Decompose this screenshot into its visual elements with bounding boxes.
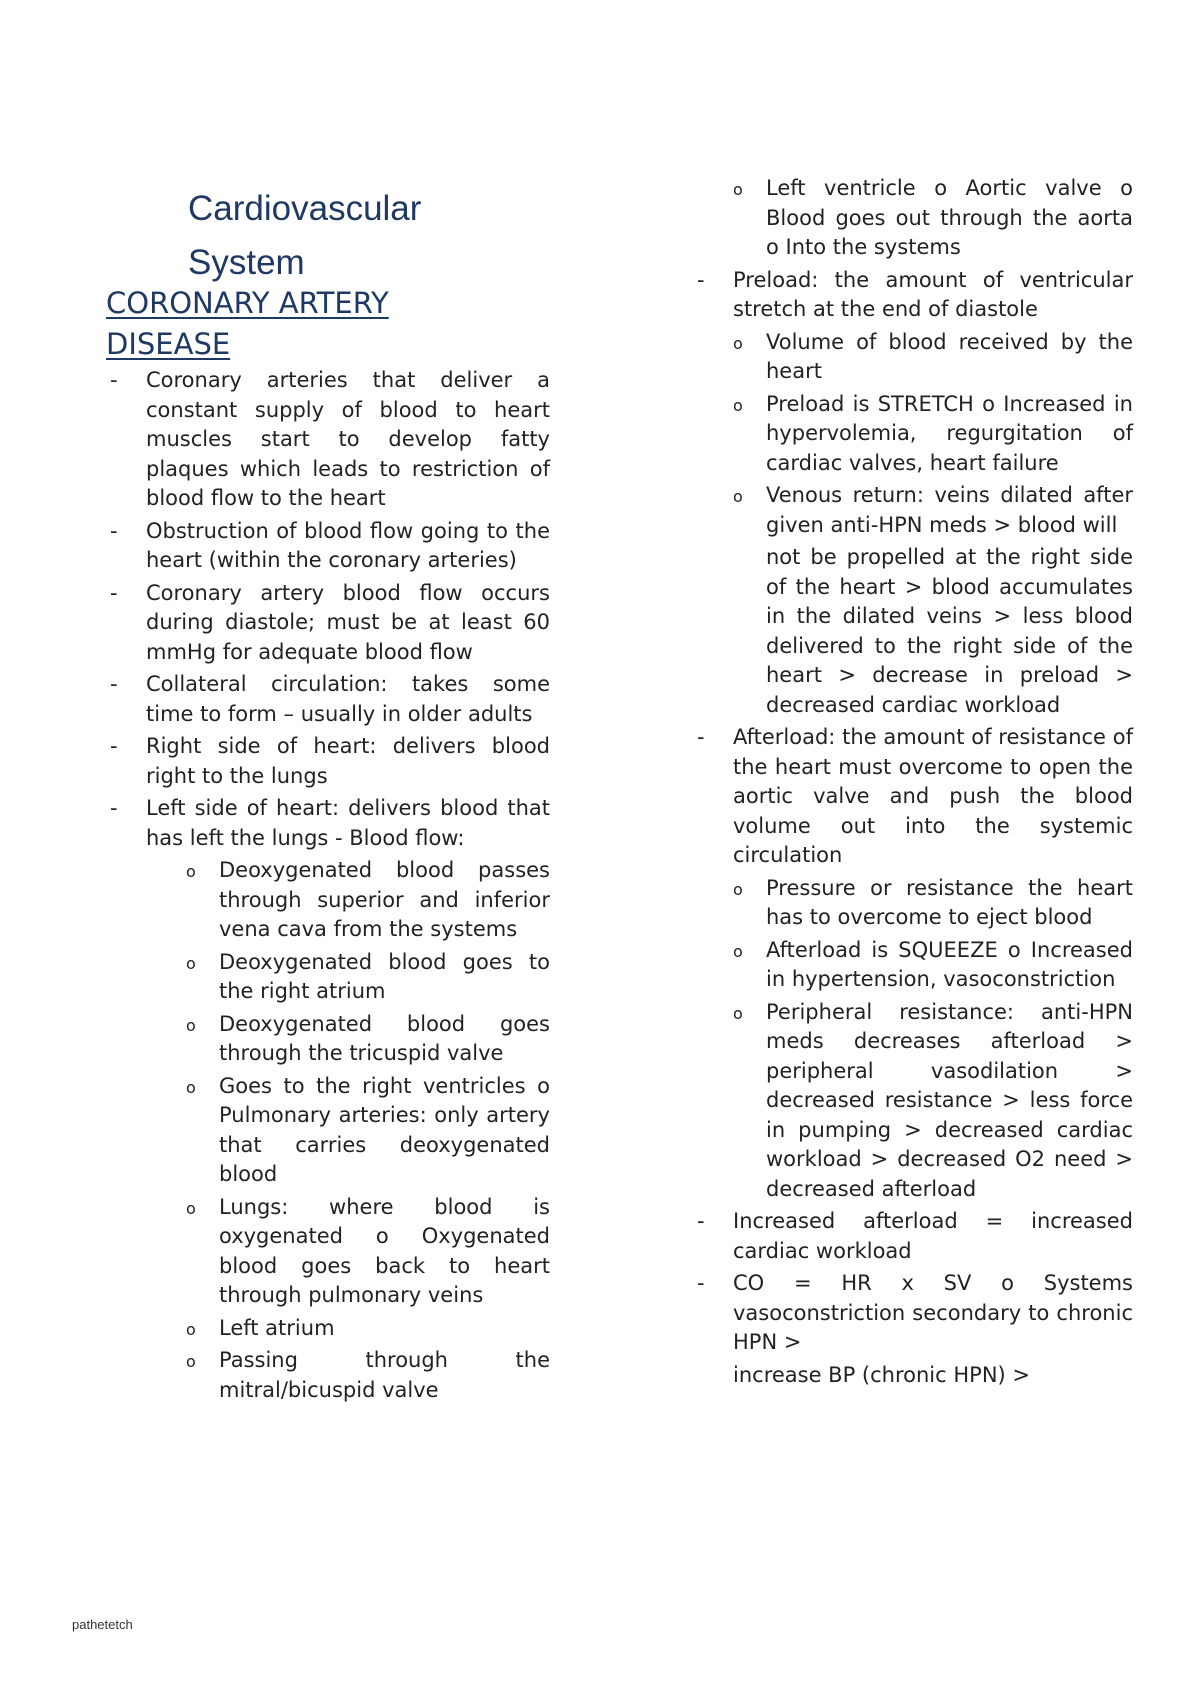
bullet-item: - Obstruction of blood flow going to the heart (within the coronary arteries) bbox=[106, 517, 550, 576]
sub-bullet-item: o Deoxygenated blood goes through the tricuspid valve bbox=[219, 1010, 550, 1069]
sub-bullet-item: o Volume of blood received by the heart bbox=[766, 328, 1133, 387]
bullet-item: - Collateral circulation: takes some time to form – usually in older adults bbox=[106, 670, 550, 729]
flow-continued-list bbox=[693, 174, 1133, 263]
sub-bullet-item: o Left ventricle o Aortic valve o Blood goes out through the aorta o Into the systems bbox=[766, 174, 1133, 263]
preload-continuation: not be propelled at the right side of the heart > blood accumulates in the dilated veins > less blood delivered to the right side of the heart > decrease in preload > decreased cardiac workload bbox=[766, 545, 1133, 717]
sub-bullet-item: o Passing through the mitral/bicuspid valve bbox=[219, 1346, 550, 1405]
bullet-item-preload: - Preload: the amount of ventricular stretch at the end of diastole bbox=[693, 266, 1133, 325]
heading-line-2: DISEASE bbox=[106, 327, 231, 361]
bullet-item-cardiac-output: - CO = HR x SV o Systems vasoconstriction secondary to chronic HPN > bbox=[693, 1269, 1133, 1358]
sub-bullet-item: o Deoxygenated blood goes to the right atrium bbox=[219, 948, 550, 1007]
sub-bullet-item: o Deoxygenated blood passes through superior and inferior vena cava from the systems bbox=[219, 856, 550, 945]
right-column bbox=[693, 174, 1133, 1393]
bullet-item: - Coronary arteries that deliver a constant supply of blood to heart muscles start to develop fatty plaques which leads to restriction of blood flow to the heart bbox=[106, 366, 550, 514]
bullet-item: - Right side of heart: delivers blood right to the lungs bbox=[106, 732, 550, 791]
title-line-2: System bbox=[188, 243, 305, 282]
bullet-item: - Left side of heart: delivers blood that has left the lungs - Blood flow: bbox=[106, 794, 550, 853]
document-title bbox=[188, 182, 508, 290]
cardiac-output-continuation: increase BP (chronic HPN) > bbox=[733, 1362, 1030, 1387]
blood-flow-list bbox=[106, 856, 550, 1405]
left-column bbox=[106, 366, 550, 1408]
afterload-sub-list bbox=[693, 874, 1133, 1205]
bullet-item: - Coronary artery blood flow occurs during diastole; must be at least 60 mmHg for adequate blood flow bbox=[106, 579, 550, 668]
bullet-item-increased-afterload: - Increased afterload = increased cardiac workload bbox=[693, 1207, 1133, 1266]
sub-bullet-item: o Goes to the right ventricles o Pulmonary arteries: only artery that carries deoxygenated blood bbox=[219, 1072, 550, 1190]
title-line-1: Cardiovascular bbox=[188, 189, 422, 228]
sub-bullet-item: o Preload is STRETCH o Increased in hypervolemia, regurgitation of cardiac valves, heart failure bbox=[766, 390, 1133, 479]
section-heading bbox=[106, 283, 566, 365]
heading-line-1: CORONARY ARTERY bbox=[106, 286, 389, 320]
sub-bullet-item: o Venous return: veins dilated after given anti-HPN meds > blood will bbox=[766, 481, 1133, 540]
sub-bullet-item: o Pressure or resistance the heart has to overcome to eject blood bbox=[766, 874, 1133, 933]
bullet-item-afterload: - Afterload: the amount of resistance of the heart must overcome to open the aortic valve and push the blood volume out into the systemic circulation bbox=[693, 723, 1133, 871]
preload-sub-list bbox=[693, 328, 1133, 541]
sub-bullet-item: o Left atrium bbox=[219, 1314, 550, 1344]
sub-bullet-item: o Peripheral resistance: anti-HPN meds decreases afterload > peripheral vasodilation > decreased resistance > less force in pumping > decreased cardiac workload > decreased O2 need > decreased afterload bbox=[766, 998, 1133, 1205]
sub-bullet-item: o Lungs: where blood is oxygenated o Oxygenated blood goes back to heart through pulmonary veins bbox=[219, 1193, 550, 1311]
footer-watermark: pathetetch bbox=[72, 1617, 133, 1632]
sub-bullet-item: o Afterload is SQUEEZE o Increased in hypertension, vasoconstriction bbox=[766, 936, 1133, 995]
